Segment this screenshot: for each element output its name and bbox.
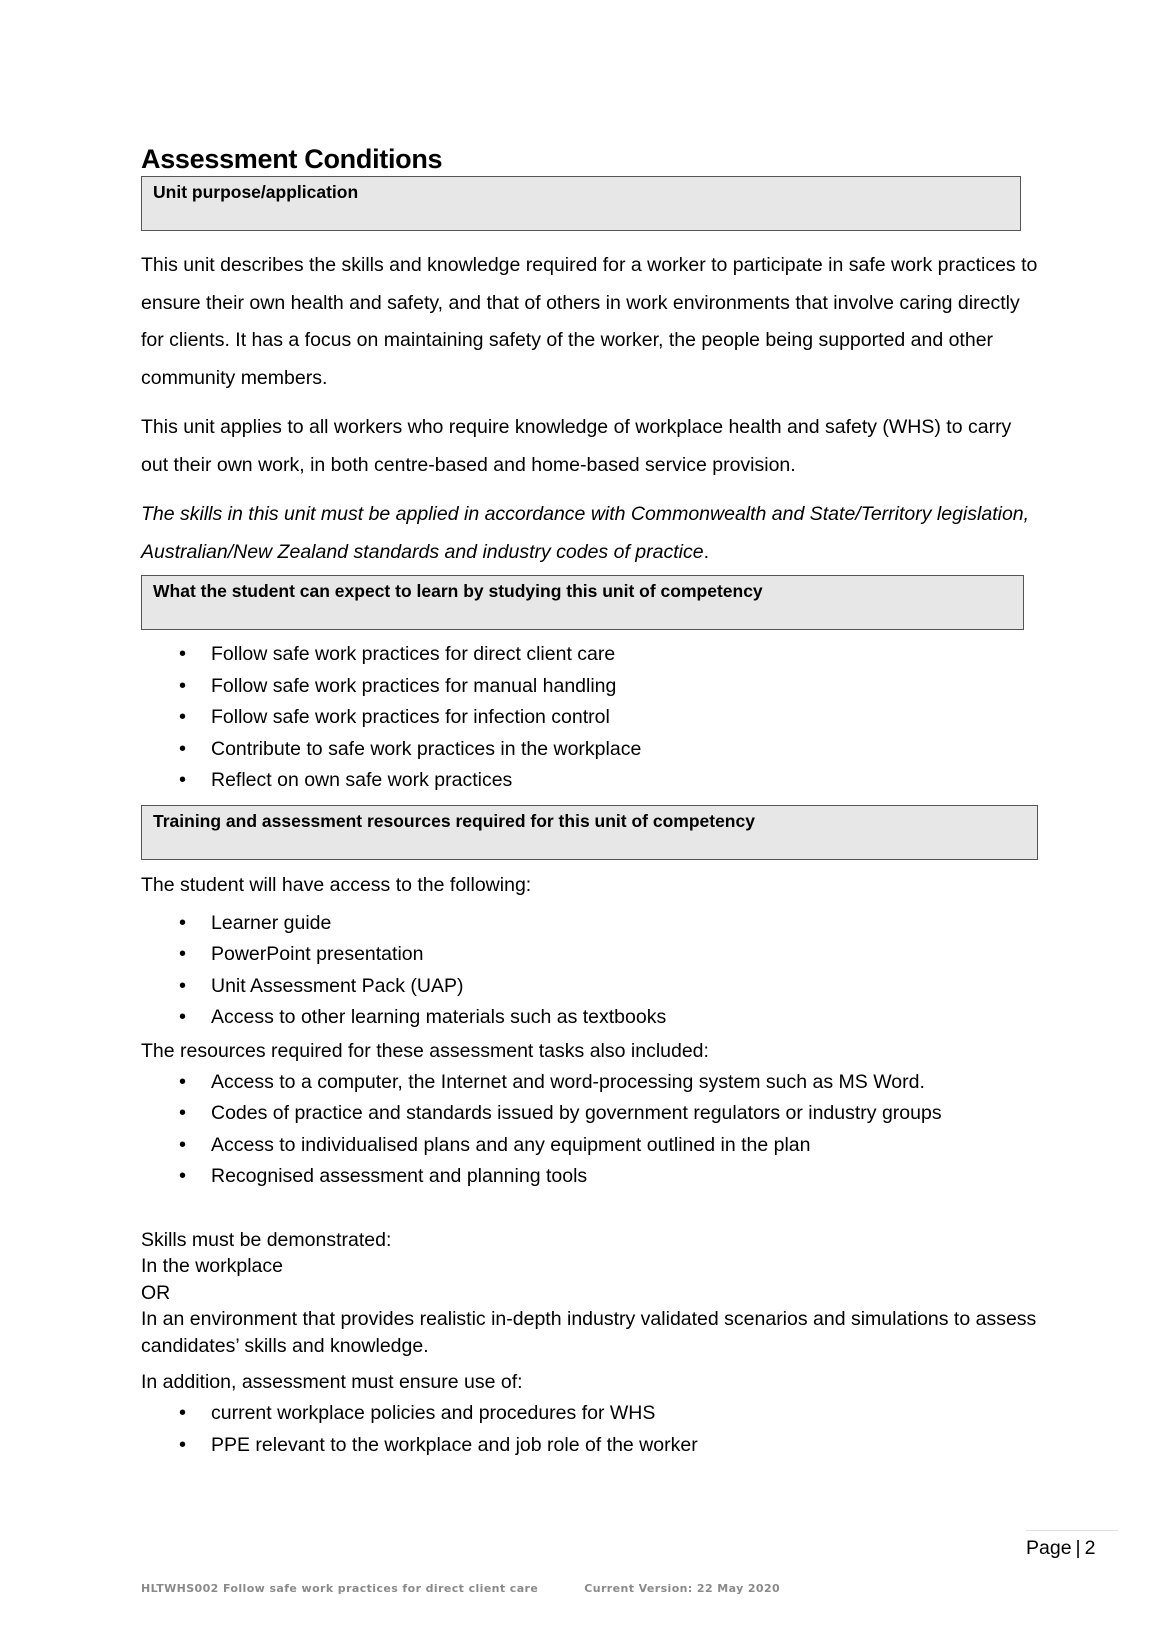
- skills-line: In an environment that provides realistic in-depth industry validated scenarios and simulations to assess candidates’ skills and knowledge.: [141, 1308, 1037, 1357]
- list-item: • Access to individualised plans and any equipment outlined in the plan: [141, 1130, 1041, 1162]
- section-header-purpose: Unit purpose/application: [141, 176, 1021, 231]
- skills-line: In the workplace: [141, 1255, 283, 1277]
- legislation-note-end: .: [703, 540, 709, 563]
- required-intro: The resources required for these assessment tasks also included:: [141, 1039, 709, 1062]
- list-item: • Learner guide: [141, 908, 1041, 940]
- list-item: • PPE relevant to the workplace and job role of the worker: [141, 1430, 1041, 1462]
- list-item: • Codes of practice and standards issued by government regulators or industry groups: [141, 1098, 1041, 1130]
- access-list: [141, 908, 1041, 1034]
- skills-line: Skills must be demonstrated:: [141, 1228, 392, 1251]
- required-list: [141, 1067, 1041, 1193]
- page-number: [1026, 1530, 1118, 1565]
- list-item: • current workplace policies and procedures for WHS: [141, 1398, 1041, 1430]
- skills-block: [141, 1227, 1041, 1360]
- footer-version: Current Version: 22 May 2020: [584, 1582, 781, 1595]
- list-item: • Follow safe work practices for infection control: [141, 702, 1041, 734]
- addition-list: [141, 1398, 1041, 1461]
- footer-doc-title: HLTWHS002 Follow safe work practices for direct client care: [141, 1582, 539, 1595]
- list-item: • Follow safe work practices for direct client care: [141, 639, 1041, 671]
- learn-list: [141, 639, 1041, 797]
- purpose-paragraph: This unit applies to all workers who require knowledge of workplace health and safety (WHS) to carry out their own work, in both centre-based and home-based service provision.: [141, 416, 1012, 476]
- addition-intro: In addition, assessment must ensure use of:: [141, 1371, 523, 1393]
- list-item: • Access to a computer, the Internet and word-processing system such as MS Word.: [141, 1067, 1041, 1099]
- list-item: • Unit Assessment Pack (UAP): [141, 971, 1041, 1003]
- page-number-value: 2: [1084, 1537, 1096, 1559]
- legislation-note: [141, 496, 1041, 571]
- document-footer: [141, 1582, 780, 1595]
- list-item: • Reflect on own safe work practices: [141, 765, 1041, 797]
- page-separator: |: [1075, 1537, 1081, 1559]
- section-header-learn: What the student can expect to learn by studying this unit of competency: [141, 575, 1024, 630]
- page-content: [141, 142, 1041, 1461]
- list-item: • PowerPoint presentation: [141, 939, 1041, 971]
- page-label: Page: [1026, 1537, 1072, 1559]
- list-item: • Contribute to safe work practices in the workplace: [141, 734, 1041, 766]
- purpose-paragraph: This unit describes the skills and knowledge required for a worker to participate in safe work practices to ensure their own health and safety, and that of others in work environments that involve caring directly for clients. It has a focus on maintaining safety of the worker, the people being supported and other community members.: [141, 254, 1038, 389]
- list-item: • Access to other learning materials such as textbooks: [141, 1002, 1041, 1034]
- list-item: • Recognised assessment and planning tools: [141, 1161, 1041, 1193]
- section-header-resources: Training and assessment resources required for this unit of competency: [141, 805, 1038, 860]
- legislation-note-text: The skills in this unit must be applied in accordance with Commonwealth and State/Territory legislation, Australian/New Zealand standards and industry codes of practice: [141, 503, 1030, 563]
- list-item: • Follow safe work practices for manual handling: [141, 671, 1041, 703]
- skills-line: OR: [141, 1281, 171, 1304]
- resources-intro: The student will have access to the following:: [141, 873, 532, 896]
- page-title: Assessment Conditions: [141, 144, 443, 174]
